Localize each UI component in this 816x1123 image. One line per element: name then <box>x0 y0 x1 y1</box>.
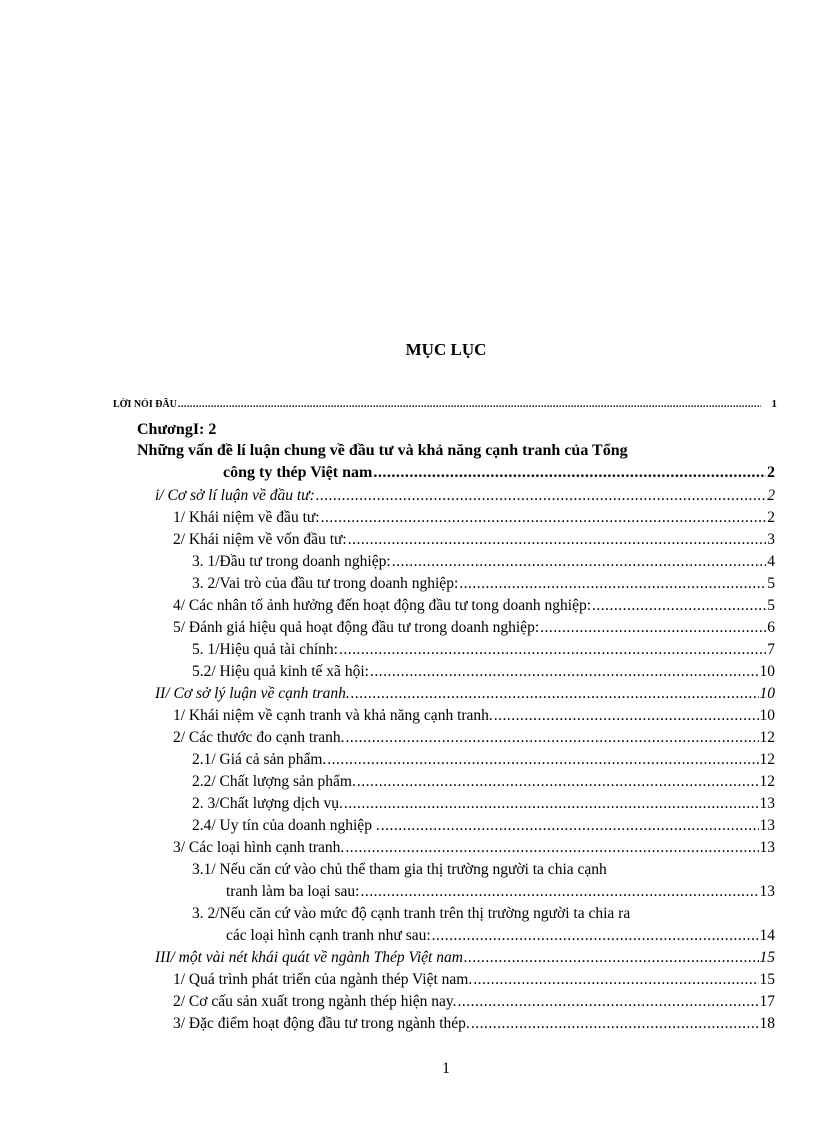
toc-entry-text: 3. 1/Đầu tư trong doanh nghiệp: <box>192 553 391 570</box>
toc-entry-page: 2 <box>767 509 775 526</box>
toc-entry-page: 6 <box>767 619 775 636</box>
toc-leader-dots <box>327 751 758 769</box>
toc-leader-dots <box>464 949 759 967</box>
toc-entry-text: II/ Cơ sở lý luận về cạnh tranh. <box>155 685 350 702</box>
toc-leader-dots <box>471 1015 759 1033</box>
toc-leader-dots <box>348 531 767 549</box>
toc-entry <box>155 685 775 703</box>
chapter-label: ChươngI: 2 <box>137 421 217 438</box>
toc-entry-page: 12 <box>759 751 775 768</box>
toc-entry <box>192 575 775 593</box>
toc-entry-page: 13 <box>759 817 775 834</box>
toc-entry <box>192 553 775 571</box>
toc-entry-page: 12 <box>759 729 775 746</box>
chapter-heading-line1: Những vấn đề lí luận chung về đầu tư và khả năng cạnh tranh của Tổng <box>137 442 628 459</box>
toc-entry-text-wrap: 3. 2/Nếu căn cứ vào mức độ cạnh tranh trên thị trường người ta chia ra <box>192 905 631 922</box>
toc-entry <box>173 993 775 1011</box>
toc-leader-dots <box>344 795 759 813</box>
toc-entry <box>173 531 775 549</box>
toc-leader-dots <box>540 619 766 637</box>
toc-entry <box>173 839 775 857</box>
toc-leader-dots <box>316 487 766 505</box>
toc-entry <box>173 619 775 637</box>
toc-entry <box>155 487 775 505</box>
toc-leader-dots <box>346 729 759 747</box>
toc-entry-text: các loại hình cạnh tranh như sau: <box>226 927 431 944</box>
toc-leader-dots <box>494 707 759 725</box>
toc-entry-page: 5 <box>767 575 775 592</box>
toc-entry-text-wrap: 3.1/ Nếu căn cứ vào chủ thể tham gia thị trường người ta chia cạnh <box>192 861 607 878</box>
toc-entry-page: 18 <box>759 1015 775 1032</box>
page-number: 1 <box>442 1060 450 1077</box>
toc-entry-page: 13 <box>759 839 775 856</box>
toc-entry <box>173 707 775 725</box>
toc-entry-page: 10 <box>759 685 775 702</box>
toc-leader-dots <box>373 464 766 482</box>
toc-entry-text: 2/ Các thước đo cạnh tranh. <box>173 729 345 746</box>
toc-entry-page: 5 <box>767 597 775 614</box>
toc-entry-page: 1 <box>771 398 777 410</box>
toc-entry-text: 3. 2/Vai trò của đầu tư trong doanh nghiệp: <box>192 575 459 592</box>
toc-entry-text: công ty thép Việt nam <box>223 464 373 481</box>
toc-entry-text: 2.4/ Uy tín của doanh nghiệp . <box>192 817 380 834</box>
toc-leader-dots <box>381 817 759 835</box>
toc-leader-dots <box>339 641 766 659</box>
toc-entry <box>173 971 775 989</box>
toc-leader-dots <box>459 575 766 593</box>
toc-entry-text: tranh làm ba loại sau: <box>226 883 360 900</box>
toc-entry-text: 4/ Các nhân tố ảnh hưởng đến hoạt động đầu tư tong doanh nghiệp: <box>173 597 592 614</box>
toc-entry <box>192 773 775 791</box>
toc-leader-dots <box>345 839 758 857</box>
toc-entry-page: 14 <box>759 927 775 944</box>
toc-entry-page: 15 <box>759 949 775 966</box>
toc-entry <box>192 795 775 813</box>
toc-entry-text: 1/ Khái niệm về cạnh tranh và khả năng cạnh tranh. <box>173 707 493 724</box>
toc-leader-dots <box>392 553 767 571</box>
toc-entry-page: 13 <box>759 795 775 812</box>
toc-entry-page: 7 <box>767 641 775 658</box>
toc-entry-page: 17 <box>759 993 775 1010</box>
page-title: MỤC LỤC <box>405 340 487 359</box>
toc-entry-text: 1/ Quá trình phát triển của ngành thép Việt nam. <box>173 971 473 988</box>
toc-leader-dots <box>473 971 758 989</box>
toc-entry <box>226 883 775 901</box>
toc-leader-dots <box>592 597 766 615</box>
toc-entry-text: 3/ Các loại hình cạnh tranh. <box>173 839 345 856</box>
toc-entry-text: LỜI NÓI ĐẦU <box>113 399 177 410</box>
toc-entry-page: 10 <box>759 707 775 724</box>
toc-entry <box>173 597 775 615</box>
toc-leader-dots <box>360 883 758 901</box>
toc-leader-dots <box>432 927 759 945</box>
toc-entry-chapter <box>223 464 775 482</box>
toc-entry <box>226 927 775 945</box>
toc-entry <box>192 751 775 769</box>
toc-leader-dots <box>351 685 759 703</box>
toc-entry <box>192 663 775 681</box>
toc-entry-page: 3 <box>767 531 775 548</box>
toc-entry-page: 15 <box>759 971 775 988</box>
toc-entry-page: 10 <box>759 663 775 680</box>
toc-leader-dots <box>178 399 761 410</box>
toc-leader-dots <box>357 773 759 791</box>
toc-entry-text: 2/ Khái niệm về vốn đầu tư: <box>173 531 347 548</box>
toc-entry-page: 12 <box>759 773 775 790</box>
toc-entry-text: 3/ Đặc điểm hoạt động đầu tư trong ngành thép. <box>173 1015 470 1032</box>
toc-entry-text: 5.2/ Hiệu quả kinh tế xã hội: <box>192 663 369 680</box>
toc-entry-text: i/ Cơ sở lí luận về đầu tư: <box>155 487 315 504</box>
toc-entry <box>155 949 775 967</box>
toc-entry <box>173 729 775 747</box>
toc-entry-page: 13 <box>759 883 775 900</box>
toc-entry <box>192 641 775 659</box>
toc-entry <box>173 1015 775 1033</box>
toc-entry-page: 4 <box>767 553 775 570</box>
toc-entry-text: 2.1/ Giá cả sản phẩm. <box>192 751 327 768</box>
toc-leader-dots <box>370 663 759 681</box>
toc-entry-text: III/ một vài nét khái quát về ngành Thép Việt nam <box>155 949 463 966</box>
toc-entry-text: 5/ Đánh giá hiệu quả hoạt động đầu tư trong doanh nghiệp: <box>173 619 540 636</box>
toc-entry-text: 1/ Khái niệm về đầu tư: <box>173 509 320 526</box>
toc-entry-text: 2. 3/Chất lượng dịch vụ. <box>192 795 343 812</box>
toc-entry-text: 2.2/ Chất lượng sản phẩm. <box>192 773 356 790</box>
toc-entry-preface <box>113 398 777 410</box>
toc-leader-dots <box>321 509 767 527</box>
toc-entry <box>173 509 775 527</box>
toc-entry-page: 2 <box>767 464 775 481</box>
toc-leader-dots <box>458 993 759 1011</box>
toc-entry-page: 2 <box>767 487 775 504</box>
toc-entry <box>192 817 775 835</box>
toc-entry-text: 5. 1/Hiệu quả tài chính: <box>192 641 338 658</box>
toc-entry-text: 2/ Cơ cấu sản xuất trong ngành thép hiện nay. <box>173 993 457 1010</box>
